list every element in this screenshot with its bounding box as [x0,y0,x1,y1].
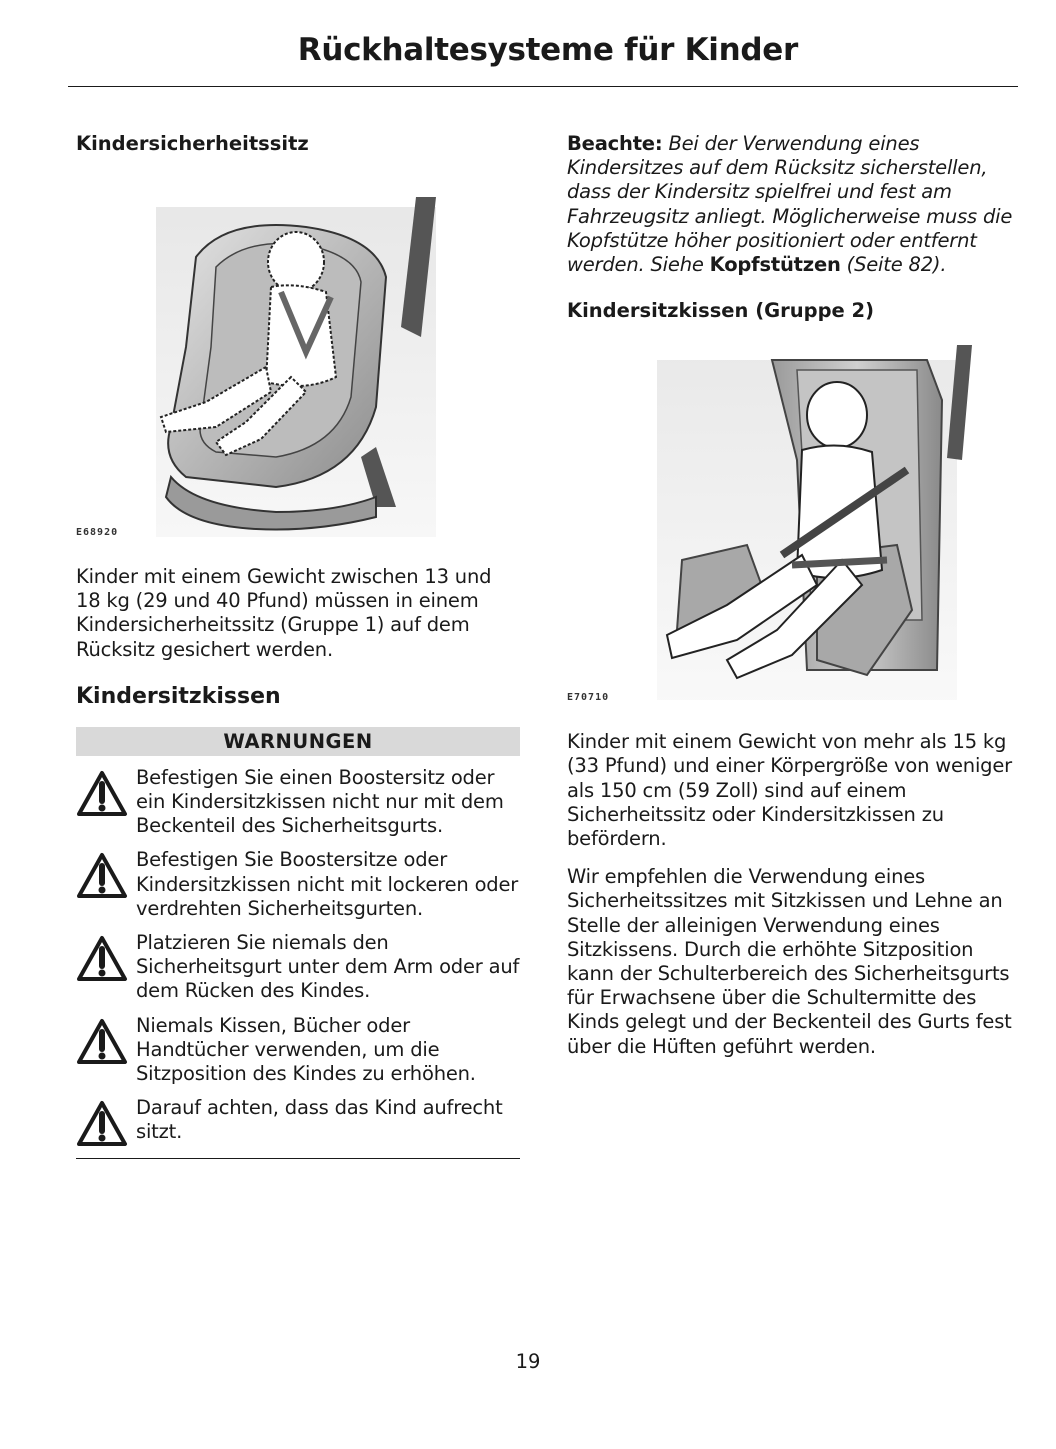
warning-text: Platzieren Sie niemals den Sicherheitsgurt unter dem Arm oder auf dem Rücken des Kindes. [136,931,520,1003]
warning-triangle-icon [76,935,128,983]
warning-item [76,1096,520,1148]
warning-text: Darauf achten, dass das Kind aufrecht sitzt. [136,1096,503,1144]
paragraph-weight-group1: Kinder mit einem Gewicht zwischen 13 und 18 kg (29 und 40 Pfund) müssen in einem Kindersicherheitssitz (Gruppe 1) auf dem Rücksitz gesichert werden. [76,565,492,661]
warning-text: Befestigen Sie Boostersitze oder Kindersitzkissen nicht mit lockeren oder verdrehten Sicherheitsgurten. [136,848,519,920]
note-label: Beachte: [567,132,663,155]
warning-item [76,766,520,839]
warning-item [76,1014,520,1087]
section-heading-kindersicherheitssitz: Kindersicherheitssitz [76,132,309,155]
figure-id-label: E70710 [567,692,610,704]
section-heading-kindersitzkissen-gruppe2: Kindersitzkissen (Gruppe 2) [567,299,875,323]
note-link-kopfstuetzen[interactable]: Kopfstützen [709,253,841,277]
paragraph-weight-height: Kinder mit einem Gewicht von mehr als 15 kg (33 Pfund) und einer Körpergröße von weniger als 150 cm (59 Zoll) sind auf einem Sicherheitssitz oder Kindersitzkissen zu befördern. [567,730,1012,851]
page-title: Rückhaltesysteme für Kinder [297,32,798,68]
warning-triangle-icon [76,770,128,818]
figure-id-label: E68920 [76,527,119,538]
page-number: 19 [515,1350,541,1373]
warnings-box [76,727,520,1159]
note-page-ref: (Seite 82). [846,253,947,277]
child-safety-seat-illustration [76,177,520,537]
note-text: Bei der Verwendung eines Kindersitzes auf dem Rücksitz sicherstellen, dass der Kindersitz spielfrei und fest am Fahrzeugsitz anliegt. Möglicherweise muss die Kopfstütze höher positioniert oder entfernt werden. [567,132,1013,277]
paragraph-recommendation: Wir empfehlen die Verwendung eines Sicherheitssitzes mit Sitzkissen und Lehne an Stelle der alleinigen Verwendung eines Sitzkissens. Durch die erhöhte Sitzposition kann der Schulterbereich des Sicherheitsgurts für Erwachsene über die Schultermitte des Kinds gelegt und der Beckenteil des Gurts fest über die Hüften geführt werden. [567,865,1012,1058]
warnings-header: WARNUNGEN [76,727,520,756]
figure-booster-cushion [567,340,1017,702]
title-divider [68,86,1018,87]
section-heading-kindersitzkissen: Kindersitzkissen [76,683,281,709]
warning-triangle-icon [76,852,128,900]
warnings-bottom-divider [76,1158,520,1159]
warning-item [76,848,520,921]
warning-text: Niemals Kissen, Bücher oder Handtücher verwenden, um die Sitzposition des Kindes zu erhöhen. [136,1013,476,1086]
warning-triangle-icon [76,1018,128,1066]
figure-child-safety-seat [76,177,520,537]
warning-item [76,931,520,1004]
note-siehe: Siehe [650,253,704,277]
left-column [76,128,520,1159]
warning-triangle-icon [76,1100,128,1148]
right-column [567,128,1017,1059]
booster-seat-illustration [567,340,1017,702]
note-paragraph [567,132,1017,277]
warning-text: Befestigen Sie einen Boostersitz oder ein Kindersitzkissen nicht nur mit dem Beckenteil des Sicherheitsgurts. [136,765,504,838]
